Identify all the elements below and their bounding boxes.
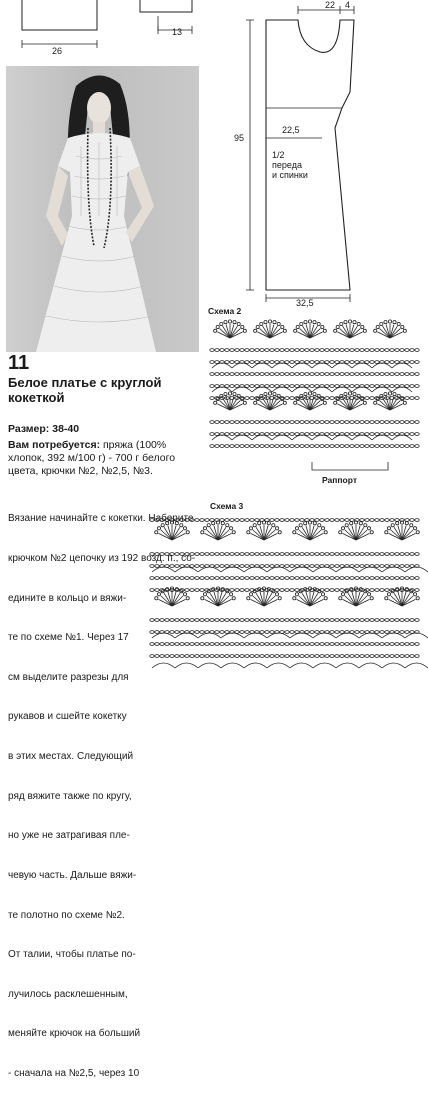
size-line: Размер: 38-40 xyxy=(8,423,80,435)
dim-32-5: 32,5 xyxy=(296,298,314,308)
materials-text: пряжа (100% хлопок, 392 м/100 г) - 700 г белого цвета, крючки №2, №2,5, №3. xyxy=(8,439,176,477)
instructions-text: Вязание начинайте с кокетки. Наберите крючком №2 цепочку из 192 возд. п., со- едините в кольцо и вяжи- те по схеме №1. Через 17 см выделите разрезы для рукавов и сшейте кокетку в этих местах. Следующий ряд вяжите также по кругу, но уже не затрагивая пле- чевую часть. Дальше вяжи- те полотно по схеме №2. От талии, чтобы платье по- лучилось расклешенным, меняйте крючок на больший - сначала на №2,5, через 10 xyxy=(8,513,196,1079)
dim-22-5: 22,5 xyxy=(282,125,300,135)
rapport-label: Раппорт xyxy=(322,475,357,485)
materials-label: Вам потребуется: xyxy=(8,439,101,451)
dim-4: 4 xyxy=(345,0,351,10)
scheme-3-chart xyxy=(150,519,428,668)
dim-22: 22 xyxy=(325,0,336,10)
scheme-2-label: Схема 2 xyxy=(208,306,242,316)
scheme-3-label: Схема 3 xyxy=(210,501,244,511)
dim-13: 13 xyxy=(172,27,183,37)
dim-95: 95 xyxy=(234,133,245,143)
dim-26: 26 xyxy=(52,46,63,56)
pattern-number: 11 xyxy=(8,352,30,374)
half-front-back-label: 1/2 переда и спинки xyxy=(272,150,308,180)
rapport-bracket xyxy=(312,462,388,470)
scheme-2-chart xyxy=(210,320,419,448)
pattern-title: Белое платье с круглой кокеткой xyxy=(8,375,162,405)
